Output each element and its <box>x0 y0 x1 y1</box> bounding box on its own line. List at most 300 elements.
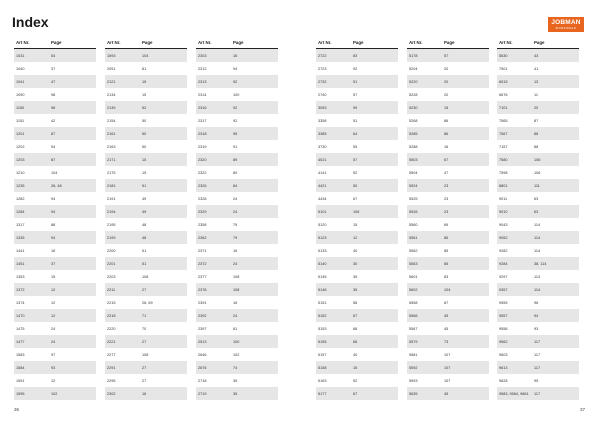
table-row <box>497 335 579 348</box>
page-reference: 48 <box>142 222 147 227</box>
table-row <box>14 244 96 257</box>
page-reference: 20 <box>444 66 449 71</box>
art-number: 9043 <box>499 222 508 227</box>
page-reference: 104 <box>142 53 149 58</box>
art-number: 5592 <box>409 365 418 370</box>
page-reference: 95 <box>534 378 539 383</box>
table-row <box>14 348 96 361</box>
table-row <box>407 114 489 127</box>
page-reference: 108 <box>142 352 149 357</box>
page-reference: 97 <box>51 352 56 357</box>
page-reference: 15 <box>444 105 449 110</box>
table-row <box>196 179 278 192</box>
page-reference: 43 <box>534 53 539 58</box>
table-row <box>316 153 398 166</box>
table-row <box>196 75 278 88</box>
art-number: 2358 <box>198 222 207 227</box>
page-reference: 24 <box>233 313 238 318</box>
page-reference: 93 <box>534 326 539 331</box>
page-reference: 63 <box>534 196 539 201</box>
page-reference: 16 <box>142 391 147 396</box>
art-number: 5204 <box>409 66 418 71</box>
page-reference: 104 <box>444 287 451 292</box>
art-number: 9011 <box>499 196 508 201</box>
table-row <box>497 283 579 296</box>
page-reference: 12 <box>51 378 56 383</box>
table-row <box>196 270 278 283</box>
art-number: 2513 <box>198 339 207 344</box>
art-number: 2201 <box>107 261 116 266</box>
table-row <box>407 179 489 192</box>
art-number: 5268 <box>409 118 418 123</box>
art-number: 1031 <box>16 53 25 58</box>
table-header <box>196 36 278 49</box>
table-row <box>497 127 579 140</box>
page-reference: 117 <box>534 339 541 344</box>
table-row <box>316 348 398 361</box>
page-reference: 16 <box>233 248 238 253</box>
header-page: Page <box>534 39 545 45</box>
table-row <box>316 374 398 387</box>
table-row <box>105 244 187 257</box>
table-row <box>497 296 579 309</box>
art-number: 5177 <box>318 391 327 396</box>
page-reference: 52 <box>353 170 358 175</box>
art-number: 6676 <box>499 92 508 97</box>
page-reference: 68 <box>353 326 358 331</box>
art-number: 5140 <box>318 261 327 266</box>
art-number: 5504 <box>409 170 418 175</box>
art-number: 9583, 9584, 9861 <box>499 391 529 396</box>
table-row <box>497 374 579 387</box>
table-row <box>407 75 489 88</box>
art-number: 2391 <box>198 300 207 305</box>
table-row <box>497 257 579 270</box>
table-row <box>407 270 489 283</box>
page-reference: 94 <box>51 144 56 149</box>
art-number: 1150 <box>16 105 25 110</box>
art-number: 1284 <box>16 209 25 214</box>
art-number: 2397 <box>198 326 207 331</box>
page-reference: 49 <box>142 209 147 214</box>
table-row <box>497 140 579 153</box>
page-reference: 24 <box>233 209 238 214</box>
table-row <box>14 101 96 114</box>
art-number: 1353 <box>16 274 25 279</box>
art-number: 5581 <box>409 352 418 357</box>
art-number: 9603 <box>499 352 508 357</box>
art-number: 4141 <box>318 170 327 175</box>
page-reference: 117 <box>534 365 541 370</box>
art-number: 5123 <box>318 235 327 240</box>
table-row <box>497 101 579 114</box>
page-reference: 106 <box>353 209 360 214</box>
table-row <box>497 270 579 283</box>
table-row <box>407 218 489 231</box>
page-reference: 108 <box>142 274 149 279</box>
page-reference: 111 <box>534 183 540 188</box>
page-reference: 12 <box>51 287 56 292</box>
table-row <box>497 244 579 257</box>
table-row <box>14 296 96 309</box>
table-row <box>407 309 489 322</box>
table-row <box>407 257 489 270</box>
page-reference: 16 <box>51 248 56 253</box>
page-reference: 12 <box>51 300 56 305</box>
table-row <box>316 62 398 75</box>
page-reference: 57 <box>353 157 358 162</box>
page-reference: 117 <box>534 352 541 357</box>
art-number: 9282 <box>499 248 508 253</box>
page-reference: 51 <box>353 118 358 123</box>
art-number: 2740 <box>318 92 327 97</box>
art-number: 1372 <box>16 287 25 292</box>
page-reference: 40 <box>353 352 358 357</box>
page-reference: 80 <box>233 170 238 175</box>
table-row <box>407 62 489 75</box>
art-number: 2718 <box>198 378 207 383</box>
page-reference: 81 <box>142 66 147 71</box>
table-row <box>497 322 579 335</box>
page-reference: 74 <box>233 365 238 370</box>
page-reference: 23 <box>444 183 449 188</box>
art-number: 2317 <box>198 118 207 123</box>
table-row <box>497 179 579 192</box>
page-reference: 98 <box>51 105 56 110</box>
header-page: Page <box>444 39 455 45</box>
page-reference: 27 <box>142 287 147 292</box>
header-art-nr: Art Nr. <box>16 39 30 45</box>
table-row <box>105 296 187 309</box>
page-reference: 104 <box>51 170 58 175</box>
table-row <box>497 62 579 75</box>
art-number: 2313 <box>198 79 207 84</box>
page-reference: 42 <box>51 118 56 123</box>
table-row <box>316 309 398 322</box>
page-reference: 79 <box>233 222 238 227</box>
table-row <box>196 140 278 153</box>
logo-wordmark: JOBMAN <box>551 19 581 26</box>
index-table <box>316 36 398 400</box>
table-row <box>407 322 489 335</box>
table-row <box>316 270 398 283</box>
page-reference: 12 <box>353 235 358 240</box>
page-reference: 47 <box>51 79 56 84</box>
table-row <box>316 244 398 257</box>
art-number: 9628 <box>499 378 508 383</box>
table-row <box>105 387 187 400</box>
art-number: 2392 <box>198 313 207 318</box>
art-number: 1090 <box>16 92 25 97</box>
art-number: 2303 <box>198 53 207 58</box>
table-row <box>196 322 278 335</box>
art-number: 2200 <box>107 248 116 253</box>
table-row <box>14 322 96 335</box>
page-reference: 38, 114 <box>534 261 547 266</box>
table-row <box>316 75 398 88</box>
table-row <box>316 49 398 62</box>
page-reference: 52 <box>142 105 147 110</box>
art-number: 1201 <box>16 131 25 136</box>
page-reference: 94 <box>51 235 56 240</box>
table-row <box>14 309 96 322</box>
page-reference: 107 <box>444 352 451 357</box>
page-reference: 113 <box>534 274 541 279</box>
page-reference: 67 <box>353 391 358 396</box>
art-number: 9010 <box>499 209 508 214</box>
art-number: 5163 <box>318 378 327 383</box>
index-table <box>14 36 96 400</box>
table-row <box>105 270 187 283</box>
page-reference: 15 <box>142 170 147 175</box>
page-reference: 91 <box>233 144 238 149</box>
page-reference: 79 <box>233 235 238 240</box>
table-row <box>105 153 187 166</box>
table-row <box>316 218 398 231</box>
art-number: 9558 <box>499 326 508 331</box>
art-number: 2362 <box>198 235 207 240</box>
page-reference: 94 <box>534 313 539 318</box>
table-row <box>497 49 579 62</box>
page-reference: 51 <box>142 248 147 253</box>
header-art-nr: Art Nr. <box>409 39 423 45</box>
table-row <box>316 361 398 374</box>
art-number: 9357 <box>499 287 508 292</box>
art-number: 5579 <box>409 339 418 344</box>
page-reference: 89 <box>233 157 238 162</box>
art-number: 5562 <box>409 248 418 253</box>
art-number: 2291 <box>107 365 116 370</box>
art-number: 5178 <box>409 53 418 58</box>
art-number: 2732 <box>318 79 327 84</box>
index-table <box>105 36 187 400</box>
table-row <box>407 296 489 309</box>
table-row <box>14 179 96 192</box>
table-row <box>14 270 96 283</box>
art-number: 7101 <box>499 105 508 110</box>
art-number: 2312 <box>198 66 207 71</box>
art-number: 2139 <box>107 105 116 110</box>
art-number: 2371 <box>198 248 207 253</box>
page-reference: 45 <box>444 326 449 331</box>
page-reference: 35 <box>353 287 358 292</box>
art-number: 5561 <box>409 235 418 240</box>
page-reference: 37 <box>51 261 56 266</box>
header-art-nr: Art Nr. <box>198 39 212 45</box>
table-row <box>316 335 398 348</box>
art-number: 1584 <box>16 365 25 370</box>
art-number: 1374 <box>16 300 25 305</box>
art-number: 2719 <box>198 391 207 396</box>
page-reference: 47 <box>444 170 449 175</box>
art-number: 2320 <box>198 157 207 162</box>
art-number: 2051 <box>107 66 116 71</box>
table-row <box>105 192 187 205</box>
page-reference: 67 <box>444 157 449 162</box>
art-number: 2211 <box>107 287 116 292</box>
art-number: 2199 <box>107 235 116 240</box>
table-row <box>497 114 579 127</box>
table-row <box>14 374 96 387</box>
table-header <box>14 36 96 49</box>
art-number: 2723 <box>318 66 327 71</box>
page-reference: 96 <box>534 300 539 305</box>
table-row <box>196 348 278 361</box>
table-header <box>105 36 187 49</box>
table-row <box>407 348 489 361</box>
art-number: 5630 <box>499 53 508 58</box>
art-number: 2191 <box>107 196 116 201</box>
table-row <box>407 127 489 140</box>
art-number: 5120 <box>318 222 327 227</box>
table-row <box>14 283 96 296</box>
art-number: 2175 <box>107 170 116 175</box>
page-reference: 24 <box>51 326 56 331</box>
page-reference: 57 <box>444 53 449 58</box>
page-reference: 87 <box>51 131 56 136</box>
header-page: Page <box>142 39 153 45</box>
table-row <box>316 114 398 127</box>
page-reference: 51 <box>353 79 358 84</box>
page-reference: 35 <box>233 391 238 396</box>
page-number-left: 36 <box>14 407 20 412</box>
page-reference: 40 <box>353 248 358 253</box>
page-reference: 67 <box>353 196 358 201</box>
art-number: 5228 <box>409 92 418 97</box>
art-number: 2676 <box>198 365 207 370</box>
art-number: 1477 <box>16 339 25 344</box>
table-row <box>105 218 187 231</box>
art-number: 5563 <box>409 261 418 266</box>
art-number: 5230 <box>409 105 418 110</box>
table-row <box>105 127 187 140</box>
table-row <box>14 387 96 400</box>
page-reference: 20 <box>444 92 449 97</box>
table-row <box>14 205 96 218</box>
table-row <box>497 153 579 166</box>
art-number: 1475 <box>16 326 25 331</box>
table-row <box>497 88 579 101</box>
art-number: 2316 <box>198 105 207 110</box>
page-reference: 102 <box>51 391 58 396</box>
page-reference: 70 <box>142 326 147 331</box>
art-number: 5601 <box>409 274 418 279</box>
art-number: 5285 <box>409 131 418 136</box>
logo-tagline: WORKWEAR <box>555 27 577 30</box>
table-row <box>497 309 579 322</box>
page-reference: 24 <box>233 261 238 266</box>
art-number: 1041 <box>16 79 25 84</box>
page-reference: 35 <box>353 274 358 279</box>
page-reference: 55 <box>353 144 358 149</box>
table-header <box>316 36 398 49</box>
page-reference: 88 <box>534 131 539 136</box>
header-page: Page <box>51 39 62 45</box>
art-number: 1470 <box>16 313 25 318</box>
page-reference: 27 <box>142 339 147 344</box>
art-number: 2203 <box>107 274 116 279</box>
page-reference: 15 <box>353 222 358 227</box>
table-row <box>497 361 579 374</box>
page-reference: 94 <box>51 209 56 214</box>
art-number: 1595 <box>16 391 25 396</box>
page-reference: 85 <box>444 235 449 240</box>
art-number: 5151 <box>318 300 327 305</box>
art-number: 5526 <box>409 209 418 214</box>
table-row <box>196 114 278 127</box>
table-row <box>316 322 398 335</box>
page-reference: 71 <box>142 313 147 318</box>
table-row <box>105 205 187 218</box>
art-number: 2154 <box>107 118 116 123</box>
table-row <box>14 114 96 127</box>
table-row <box>105 257 187 270</box>
art-number: 2314 <box>198 92 207 97</box>
page-reference: 23 <box>444 209 449 214</box>
art-number: 1040 <box>16 66 25 71</box>
page-reference: 114 <box>534 287 541 292</box>
page-reference: 57 <box>353 92 358 97</box>
art-number: 4421 <box>318 183 327 188</box>
art-number: 2646 <box>198 352 207 357</box>
art-number: 3358 <box>318 118 327 123</box>
page-reference: 83 <box>444 274 449 279</box>
art-number: 9284 <box>499 261 508 266</box>
page-reference: 16 <box>233 53 238 58</box>
art-number: 2319 <box>198 144 207 149</box>
page-reference: 94 <box>233 66 238 71</box>
page-reference: 37 <box>51 66 56 71</box>
page-reference: 15 <box>353 365 358 370</box>
art-number: 6515 <box>499 79 508 84</box>
table-row <box>105 49 187 62</box>
table-row <box>196 374 278 387</box>
page-reference: 114 <box>534 235 541 240</box>
page-reference: 108 <box>233 274 240 279</box>
table-row <box>407 387 489 400</box>
table-row <box>407 244 489 257</box>
art-number: 5158 <box>318 365 327 370</box>
table-row <box>407 49 489 62</box>
table-row <box>105 322 187 335</box>
art-number: 1335 <box>16 235 25 240</box>
table-row <box>407 374 489 387</box>
art-number: 5525 <box>409 196 418 201</box>
art-number: 1151 <box>16 118 25 123</box>
table-row <box>316 166 398 179</box>
page-reference: 24 <box>233 196 238 201</box>
art-number: 1282 <box>16 196 25 201</box>
table-row <box>316 387 398 400</box>
table-row <box>196 205 278 218</box>
page-reference: 81 <box>233 326 238 331</box>
art-number: 5153 <box>318 326 327 331</box>
art-number: 1583 <box>16 352 25 357</box>
art-number: 1441 <box>16 248 25 253</box>
art-number: 7567 <box>499 131 508 136</box>
page-reference: 106 <box>534 157 541 162</box>
art-number: 5558 <box>409 300 418 305</box>
page-reference: 49 <box>142 196 147 201</box>
table-row <box>316 140 398 153</box>
table-row <box>105 179 187 192</box>
art-number: 2195 <box>107 222 116 227</box>
table-row <box>196 166 278 179</box>
page-reference: 13 <box>534 79 539 84</box>
page-reference: 99 <box>353 105 358 110</box>
page-reference: 12 <box>51 313 56 318</box>
art-number: 2221 <box>107 339 116 344</box>
